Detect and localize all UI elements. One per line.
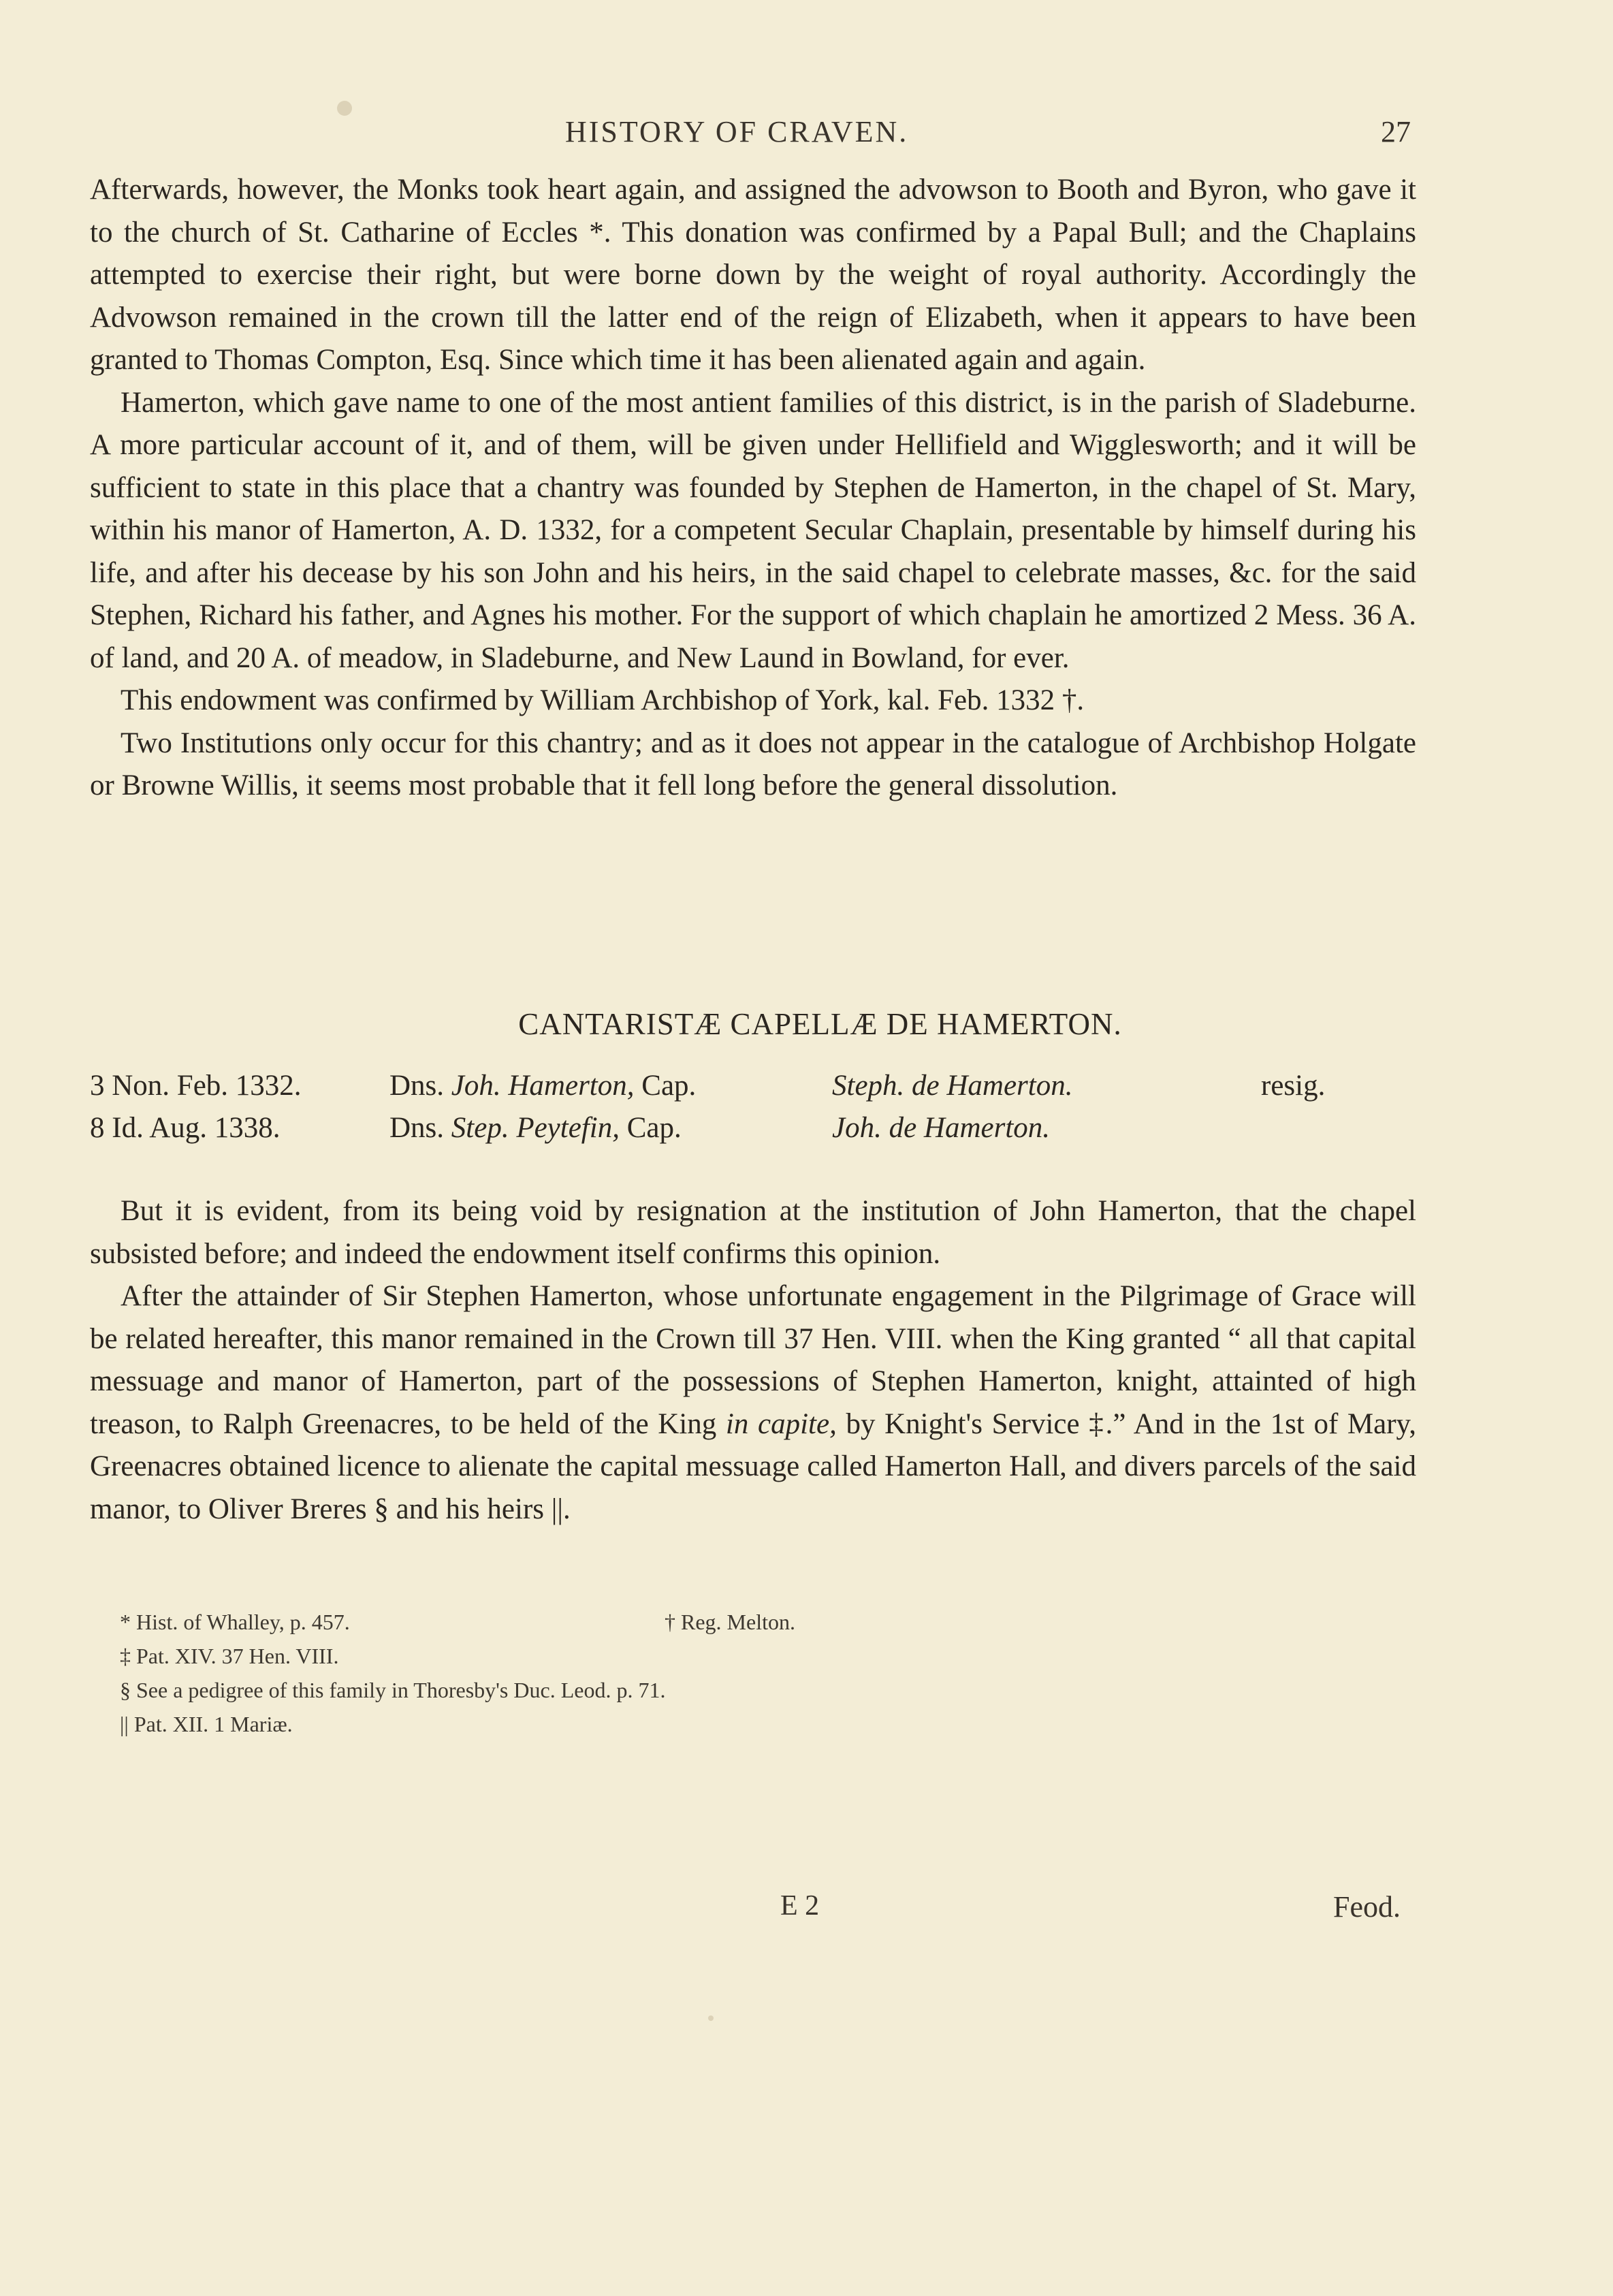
table-row <box>90 1111 1418 1153</box>
paragraph-text: by Knight's Service ‡.” And in the 1st of Mary, Greenacres obtained licence to alienate the capital messuage called Hamerton Hall, and divers parcels of the said manor, to Oliver Breres § and his heirs ||. <box>90 1407 1416 1525</box>
chaplain-title: Dns. <box>389 1070 445 1102</box>
institution-date: 8 Id. Aug. 1338. <box>90 1112 281 1144</box>
footnote-row <box>120 1610 1073 1644</box>
footnote-row <box>120 1644 1073 1678</box>
chaplain-name <box>389 1111 682 1145</box>
paragraph: Hamerton, which gave name to one of the most antient families of this district, is in the parish of Sladeburne. A more particular account of it, and of them, will be given under Hellifield and Wigglesworth; and it will be sufficient to state in this place that a chantry was founded by Stephen de Hamerton, in the chapel of St. Mary, within his manor of Hamerton, A. D. 1332, for a competent Secular Chaplain, presentable by himself during his life, and after his decease by his son John and his heirs, in the said chapel to celebrate masses, &c. for the said Stephen, Richard his father, and Agnes his mother. For the support of which chaplain he amortized 2 Mess. 36 A. of land, and 20 A. of meadow, in Sladeburne, and New Laund in Bowland, for ever. <box>90 386 1416 674</box>
footnote-row <box>120 1712 1073 1746</box>
table-row <box>90 1069 1418 1111</box>
paragraph: Afterwards, however, the Monks took heart again, and assigned the advowson to Booth and Byron, who gave it to the church of St. Catharine of Eccles *. This donation was confirmed by a Papal Bull; and the Chaplains attempted to exercise their right, but were borne down by the weight of royal authority. Accordingly the Advowson remained in the crown till the latter end of the reign of Elizabeth, when it appears to have been granted to Thomas Compton, Esq. Since which time it has been alienated again and again. <box>90 174 1416 376</box>
chaplain-title: Dns. <box>389 1112 445 1144</box>
institution-date: 3 Non. Feb. 1332. <box>90 1070 302 1102</box>
patron-name: Steph. de Hamerton. <box>832 1070 1073 1102</box>
foxing-spot <box>708 2015 714 2021</box>
footnotes <box>120 1610 1073 1746</box>
signature-mark: E 2 <box>780 1890 820 1922</box>
chaplain-name-italic: Joh. Hamerton, <box>451 1070 635 1102</box>
paragraph: But it is evident, from its being void by resignation at the institution of John Hamerton, that the chapel subsisted before; and indeed the endowment itself confirms this opinion. <box>90 1195 1416 1270</box>
footnote: ‡ Pat. XIV. 37 Hen. VIII. <box>120 1644 339 1668</box>
footnote: || Pat. XII. 1 Mariæ. <box>120 1712 293 1736</box>
chaplain-name-italic: Step. Peytefin, <box>451 1112 620 1144</box>
foxing-spot <box>337 101 352 116</box>
paragraph: This endowment was confirmed by William Archbishop of York, kal. Feb. 1332 †. <box>121 684 1085 716</box>
footnote: § See a pedigree of this family in Thoresby's Duc. Leod. p. 71. <box>120 1678 666 1702</box>
chaplain-suffix: Cap. <box>641 1070 697 1102</box>
running-title: HISTORY OF CRAVEN. <box>565 115 909 148</box>
table-heading <box>0 1006 1613 1042</box>
footnote: † Reg. Melton. <box>665 1610 795 1634</box>
patron-name: Joh. de Hamerton. <box>832 1112 1051 1144</box>
footnote: * Hist. of Whalley, p. 457. <box>120 1610 350 1634</box>
table-heading-text: CANTARISTÆ CAPELLÆ DE HAMERTON. <box>518 1007 1122 1041</box>
paragraph <box>90 1275 1416 1531</box>
paragraph: Two Institutions only occur for this chantry; and as it does not appear in the catalogue of Archbishop Holgate or Browne Willis, it seems most probable that it fell long before the general dissolution. <box>90 727 1416 801</box>
institutions-table <box>90 1069 1418 1153</box>
footnote-row <box>120 1678 1073 1712</box>
institution-note: resig. <box>1261 1070 1326 1102</box>
paragraph-italic: in capite, <box>725 1407 837 1440</box>
running-head <box>0 114 1613 162</box>
page-number: 27 <box>1381 115 1411 148</box>
body-text-top <box>90 169 1416 808</box>
paragraph-text: After the attainder of Sir Stephen Hamerton, whose unfortunate engagement in the Pilgrimage of Grace will be related hereafter, this manor remained in the Crown till 37 Hen. VIII. when the King granted “ all that capital messuage and manor of Hamerton, part of the possessions of Stephen Hamerton, knight, attainted of high treason, to Ralph Greenacres, to be held of the King <box>90 1280 1416 1440</box>
body-text-bottom <box>90 1190 1416 1531</box>
chaplain-name <box>389 1069 696 1102</box>
catchword: Feod. <box>1333 1890 1401 1924</box>
chaplain-suffix: Cap. <box>626 1112 682 1144</box>
